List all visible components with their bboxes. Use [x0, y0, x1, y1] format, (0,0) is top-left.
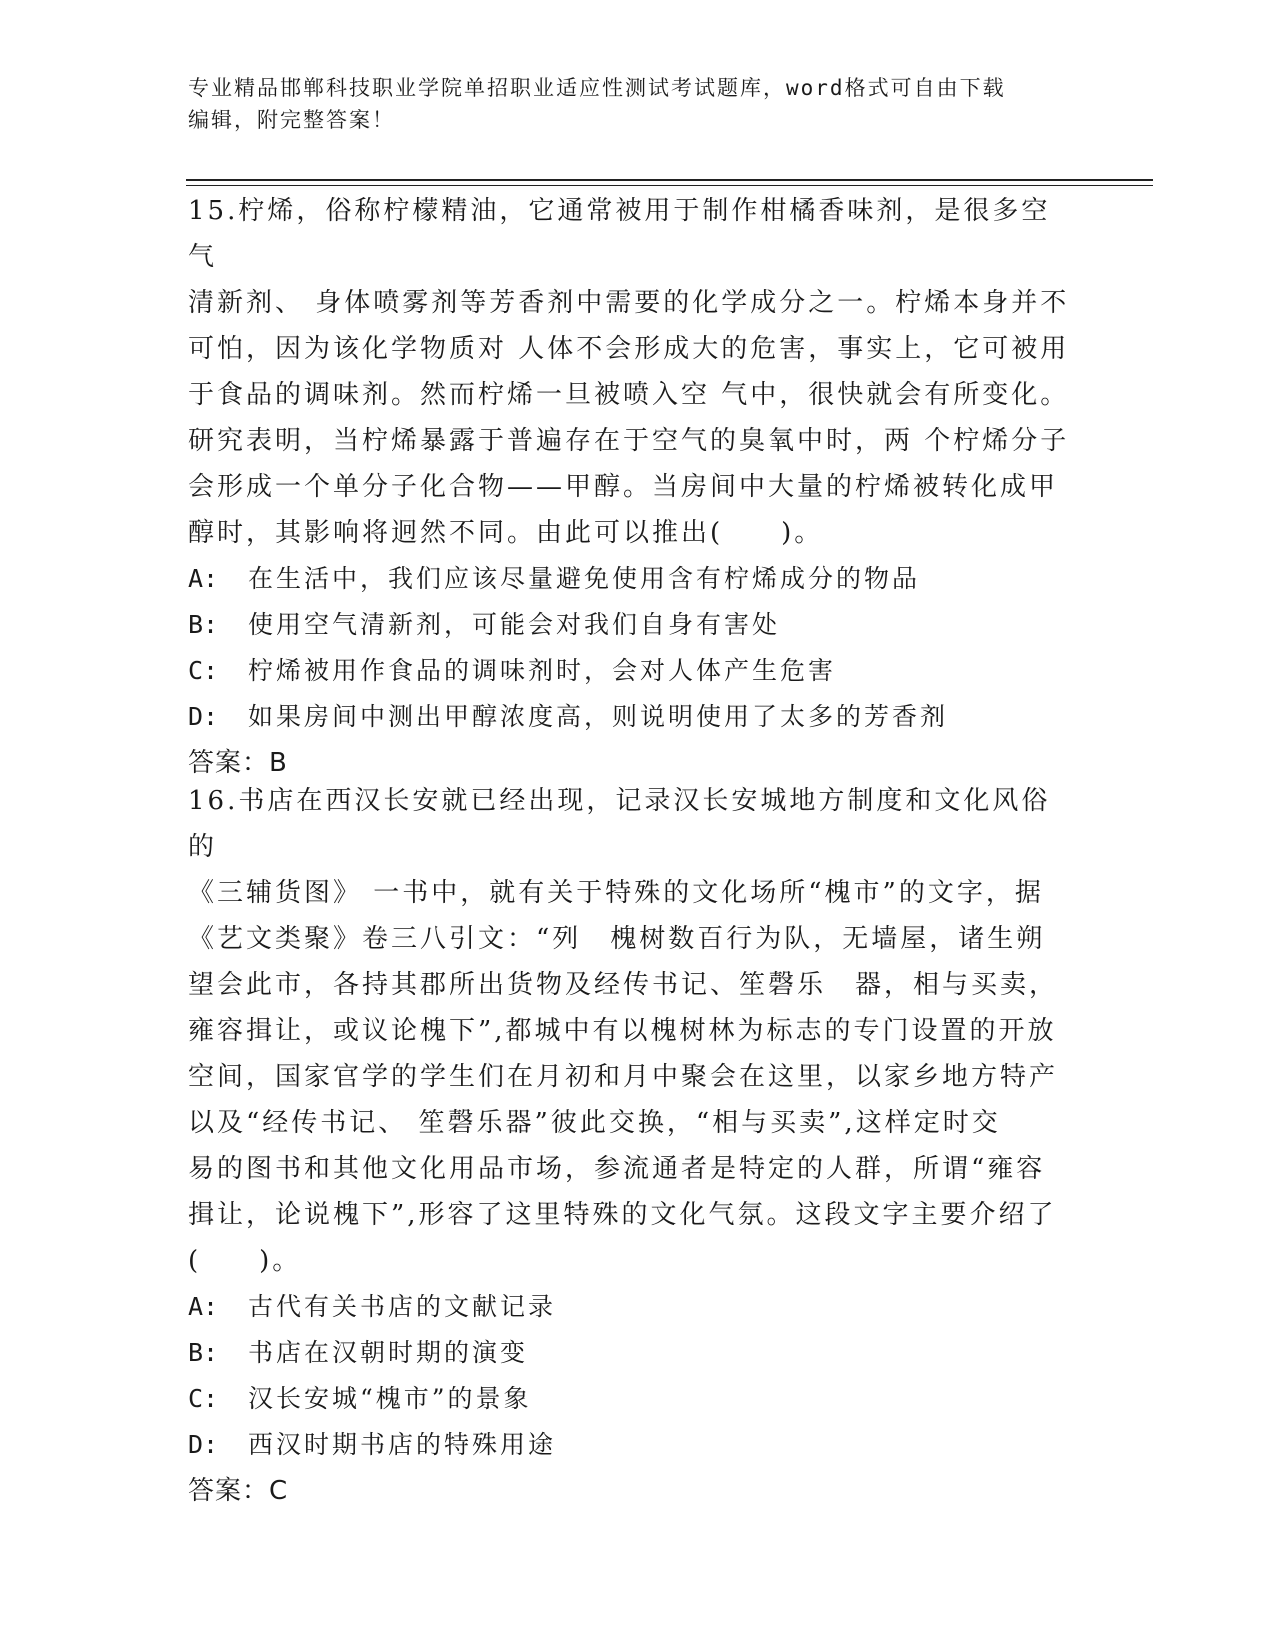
question-stem-line: 《艺文类聚》卷三八引文：“列 槐树数百行为队，无墙屋，诸生朔: [188, 924, 1046, 954]
question-stem-line: 可怕，因为该化学物质对 人体不会形成大的危害，事实上，它可被用: [188, 334, 1070, 364]
option-c: [188, 648, 1078, 694]
option-d: [188, 694, 1078, 740]
question-stem-line: 15.柠烯，俗称柠檬精油，它通常被用于制作柑橘香味剂，是很多空气: [188, 196, 1051, 272]
question-stem-line: 望会此市，各持其郡所出货物及经传书记、笙磬乐 器，相与买卖，: [188, 970, 1059, 1000]
option-key: A:: [188, 1292, 219, 1321]
option-text: 在生活中，我们应该尽量避免使用含有柠烯成分的物品: [248, 564, 921, 593]
document-header: [188, 72, 1068, 136]
header-line-1: 专业精品邯郸科技职业学院单招职业适应性测试考试题库，word格式可自由下载: [188, 76, 1006, 100]
question-stem-line: 易的图书和其他文化用品市场，参流通者是特定的人群，所谓“雍容: [188, 1154, 1046, 1184]
option-a: [188, 1284, 1078, 1330]
option-c: [188, 1376, 1078, 1422]
answer-line: 答案：B: [188, 748, 288, 778]
question-15: [188, 188, 1078, 786]
question-stem-line: 醇时，其影响将迥然不同。由此可以推出( )。: [188, 518, 824, 548]
question-stem-line: 雍容揖让，或议论槐下”,都城中有以槐树林为标志的专门设置的开放: [188, 1016, 1057, 1046]
option-text: 汉长安城“槐市”的景象: [248, 1384, 532, 1413]
option-key: B:: [188, 610, 219, 639]
header-line-2: 编辑，附完整答案！: [188, 108, 395, 132]
header-rule-thin: [186, 185, 1153, 186]
question-stem-line: 16.书店在西汉长安就已经出现，记录汉长安城地方制度和文化风俗的: [188, 786, 1051, 862]
option-text: 使用空气清新剂，可能会对我们自身有害处: [248, 610, 781, 639]
question-stem-line: 清新剂、 身体喷雾剂等芳香剂中需要的化学成分之一。柠烯本身并不: [188, 288, 1070, 318]
question-stem-line: 以及“经传书记、 笙磬乐器”彼此交换，“相与买卖”,这样定时交: [188, 1108, 1001, 1138]
option-text: 书店在汉朝时期的演变: [248, 1338, 529, 1367]
question-stem-line: 《三辅货图》 一书中，就有关于特殊的文化场所“槐市”的文字，据: [188, 878, 1044, 908]
option-key: D:: [188, 702, 219, 731]
question-number: 16.: [188, 786, 239, 816]
question-stem-line: 会形成一个单分子化合物——甲醇。当房间中大量的柠烯被转化成甲: [188, 472, 1059, 502]
question-16: [188, 778, 1078, 1514]
question-stem-line: 研究表明，当柠烯暴露于普遍存在于空气的臭氧中时，两 个柠烯分子: [188, 426, 1070, 456]
option-text: 西汉时期书店的特殊用途: [248, 1430, 557, 1459]
option-key: D:: [188, 1430, 219, 1459]
option-key: C:: [188, 656, 219, 685]
option-text: 古代有关书店的文献记录: [248, 1292, 557, 1321]
question-stem-line: 揖让，论说槐下”,形容了这里特殊的文化气氛。这段文字主要介绍了: [188, 1200, 1057, 1230]
option-b: [188, 602, 1078, 648]
option-key: C:: [188, 1384, 219, 1413]
question-stem-line: 空间，国家官学的学生们在月初和月中聚会在这里，以家乡地方特产: [188, 1062, 1059, 1092]
option-key: B:: [188, 1338, 219, 1367]
header-rule-thick: [186, 179, 1153, 181]
option-key: A:: [188, 564, 219, 593]
question-number: 15.: [188, 196, 239, 226]
option-text: 如果房间中测出甲醇浓度高，则说明使用了太多的芳香剂: [248, 702, 949, 731]
answer-line: 答案：C: [188, 1476, 289, 1506]
option-b: [188, 1330, 1078, 1376]
question-stem-line: ( )。: [188, 1246, 302, 1276]
option-d: [188, 1422, 1078, 1468]
option-text: 柠烯被用作食品的调味剂时，会对人体产生危害: [248, 656, 837, 685]
question-stem-line: 于食品的调味剂。然而柠烯一旦被喷入空 气中，很快就会有所变化。: [188, 380, 1070, 410]
option-a: [188, 556, 1078, 602]
